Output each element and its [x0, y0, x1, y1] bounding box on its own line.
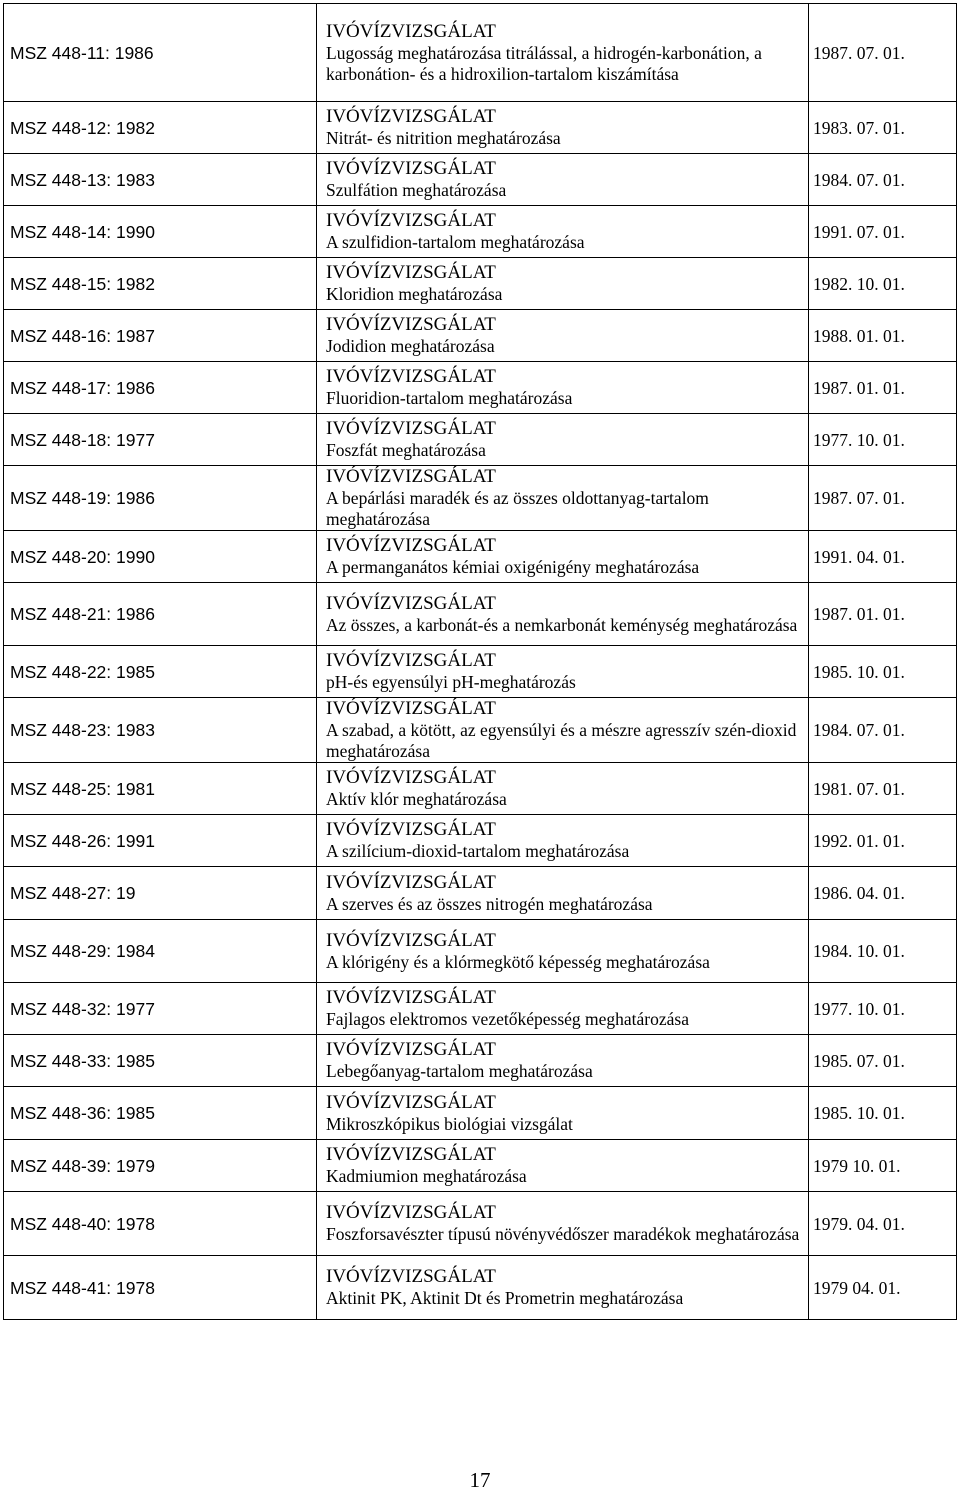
standard-code: MSZ 448-40: 1978 [4, 1192, 317, 1256]
standard-title: A szulfidion-tartalom meghatározása [326, 232, 585, 252]
table-row [4, 1256, 957, 1320]
standard-title: Nitrát- és nitrition meghatározása [326, 128, 561, 148]
standard-title: A szerves és az összes nitrogén meghatározása [326, 893, 653, 914]
standard-category: IVÓVÍZVIZSGÁLAT [326, 262, 496, 283]
table-row [4, 763, 957, 815]
standard-title-cell [317, 867, 809, 920]
standard-code: MSZ 448-21: 1986 [4, 583, 317, 646]
standard-title-cell [317, 154, 809, 206]
table-row [4, 1035, 957, 1087]
standard-category: IVÓVÍZVIZSGÁLAT [326, 650, 496, 671]
table-row [4, 310, 957, 362]
standard-title: Kloridion meghatározása [326, 284, 503, 304]
standard-category: IVÓVÍZVIZSGÁLAT [326, 767, 496, 788]
standard-title: Lugosság meghatározása titrálással, a hidrogén-karbonátion, a karbonátion- és a hidroxilion-tartalom kiszámítása [326, 42, 762, 84]
standard-category: IVÓVÍZVIZSGÁLAT [326, 592, 496, 614]
effective-date: 1981. 07. 01. [809, 763, 957, 815]
table-row [4, 4, 957, 102]
standard-title: pH-és egyensúlyi pH-meghatározás [326, 672, 576, 692]
standard-code: MSZ 448-11: 1986 [4, 4, 317, 102]
effective-date: 1987. 01. 01. [809, 583, 957, 646]
standard-category: IVÓVÍZVIZSGÁLAT [326, 1202, 496, 1223]
table-row [4, 258, 957, 310]
standard-title-cell [317, 4, 809, 102]
table-row [4, 983, 957, 1035]
effective-date: 1987. 07. 01. [809, 466, 957, 531]
standard-code: MSZ 448-20: 1990 [4, 531, 317, 583]
standard-title-cell [317, 763, 809, 815]
effective-date: 1985. 10. 01. [809, 1087, 957, 1140]
standard-code: MSZ 448-19: 1986 [4, 466, 317, 531]
standard-title-cell [317, 815, 809, 867]
standard-category: IVÓVÍZVIZSGÁLAT [326, 819, 496, 840]
table-row [4, 362, 957, 414]
standard-category: IVÓVÍZVIZSGÁLAT [326, 535, 496, 556]
effective-date: 1988. 01. 01. [809, 310, 957, 362]
table-row [4, 466, 957, 531]
standard-title-cell [317, 206, 809, 258]
standard-title: Foszfát meghatározása [326, 440, 486, 460]
standard-title: Kadmiumion meghatározása [326, 1166, 527, 1186]
standard-title: A klórigény és a klórmegkötő képesség meghatározása [326, 951, 710, 972]
standard-code: MSZ 448-33: 1985 [4, 1035, 317, 1087]
standards-table-body [4, 4, 957, 1320]
table-row [4, 920, 957, 983]
table-row [4, 815, 957, 867]
standard-category: IVÓVÍZVIZSGÁLAT [326, 871, 496, 893]
standard-title-cell [317, 102, 809, 154]
table-row [4, 646, 957, 698]
standard-category: IVÓVÍZVIZSGÁLAT [326, 20, 496, 42]
standard-code: MSZ 448-41: 1978 [4, 1256, 317, 1320]
standard-category: IVÓVÍZVIZSGÁLAT [326, 158, 496, 179]
standard-code: MSZ 448-27: 19 [4, 867, 317, 920]
standard-code: MSZ 448-17: 1986 [4, 362, 317, 414]
standard-title: Foszforsavészter típusú növényvédőszer maradékok meghatározása [326, 1224, 800, 1244]
standard-code: MSZ 448-13: 1983 [4, 154, 317, 206]
standard-category: IVÓVÍZVIZSGÁLAT [326, 418, 496, 439]
table-row [4, 154, 957, 206]
standard-title-cell [317, 983, 809, 1035]
standard-category: IVÓVÍZVIZSGÁLAT [326, 929, 496, 951]
table-row [4, 583, 957, 646]
effective-date: 1987. 07. 01. [809, 4, 957, 102]
standard-code: MSZ 448-25: 1981 [4, 763, 317, 815]
standard-title-cell [317, 310, 809, 362]
standard-title-cell [317, 1256, 809, 1320]
table-row [4, 102, 957, 154]
table-row [4, 698, 957, 763]
effective-date: 1984. 07. 01. [809, 154, 957, 206]
effective-date: 1983. 07. 01. [809, 102, 957, 154]
standard-category: IVÓVÍZVIZSGÁLAT [326, 987, 496, 1008]
standard-title: Jodidion meghatározása [326, 336, 495, 356]
standard-code: MSZ 448-23: 1983 [4, 698, 317, 763]
standard-category: IVÓVÍZVIZSGÁLAT [326, 1144, 496, 1165]
standard-title-cell [317, 258, 809, 310]
table-row [4, 414, 957, 466]
standard-category: IVÓVÍZVIZSGÁLAT [326, 210, 496, 231]
effective-date: 1979 04. 01. [809, 1256, 957, 1320]
standard-title-cell [317, 1140, 809, 1192]
page-number: 17 [469, 1468, 491, 1492]
standard-code: MSZ 448-12: 1982 [4, 102, 317, 154]
standard-code: MSZ 448-32: 1977 [4, 983, 317, 1035]
effective-date: 1977. 10. 01. [809, 414, 957, 466]
standard-title: Lebegőanyag-tartalom meghatározása [326, 1061, 593, 1081]
effective-date: 1984. 07. 01. [809, 698, 957, 763]
standard-code: MSZ 448-36: 1985 [4, 1087, 317, 1140]
effective-date: 1982. 10. 01. [809, 258, 957, 310]
standard-title-cell [317, 466, 809, 531]
effective-date: 1991. 04. 01. [809, 531, 957, 583]
standard-title-cell [317, 362, 809, 414]
standard-title: A bepárlási maradék és az összes oldottanyag-tartalom meghatározása [326, 488, 709, 529]
standard-code: MSZ 448-22: 1985 [4, 646, 317, 698]
standard-title-cell [317, 583, 809, 646]
standard-code: MSZ 448-15: 1982 [4, 258, 317, 310]
standard-code: MSZ 448-16: 1987 [4, 310, 317, 362]
standard-title: Mikroszkópikus biológiai vizsgálat [326, 1113, 573, 1134]
standard-category: IVÓVÍZVIZSGÁLAT [326, 1039, 496, 1060]
standard-title: Aktinit PK, Aktinit Dt és Prometrin meghatározása [326, 1288, 684, 1308]
standard-code: MSZ 448-18: 1977 [4, 414, 317, 466]
table-row [4, 206, 957, 258]
standard-title-cell [317, 531, 809, 583]
table-row [4, 1087, 957, 1140]
standard-title-cell [317, 698, 809, 763]
effective-date: 1979 10. 01. [809, 1140, 957, 1192]
standard-category: IVÓVÍZVIZSGÁLAT [326, 366, 496, 387]
standards-table [3, 3, 957, 1320]
standard-code: MSZ 448-26: 1991 [4, 815, 317, 867]
effective-date: 1985. 10. 01. [809, 646, 957, 698]
table-row [4, 867, 957, 920]
standard-category: IVÓVÍZVIZSGÁLAT [326, 1091, 496, 1113]
standard-title-cell [317, 414, 809, 466]
standard-title-cell [317, 1087, 809, 1140]
effective-date: 1992. 01. 01. [809, 815, 957, 867]
standard-code: MSZ 448-39: 1979 [4, 1140, 317, 1192]
table-row [4, 531, 957, 583]
standard-title: A szabad, a kötött, az egyensúlyi és a mészre agresszív szén-dioxid meghatározása [326, 720, 797, 761]
effective-date: 1977. 10. 01. [809, 983, 957, 1035]
effective-date: 1986. 04. 01. [809, 867, 957, 920]
standard-category: IVÓVÍZVIZSGÁLAT [326, 1266, 496, 1287]
standard-title-cell [317, 646, 809, 698]
standard-title: Az összes, a karbonát-és a nemkarbonát keménység meghatározása [326, 614, 798, 635]
standard-title: Fluoridion-tartalom meghatározása [326, 388, 573, 408]
standard-code: MSZ 448-29: 1984 [4, 920, 317, 983]
standard-category: IVÓVÍZVIZSGÁLAT [326, 466, 496, 487]
table-row [4, 1192, 957, 1256]
effective-date: 1984. 10. 01. [809, 920, 957, 983]
standard-title-cell [317, 1192, 809, 1256]
standard-title: Fajlagos elektromos vezetőképesség meghatározása [326, 1009, 689, 1029]
standard-category: IVÓVÍZVIZSGÁLAT [326, 106, 496, 127]
standard-title-cell [317, 920, 809, 983]
standard-title: A szilícium-dioxid-tartalom meghatározása [326, 841, 630, 861]
effective-date: 1991. 07. 01. [809, 206, 957, 258]
standard-category: IVÓVÍZVIZSGÁLAT [326, 698, 496, 719]
standard-title: A permanganátos kémiai oxigénigény meghatározása [326, 557, 700, 577]
standard-code: MSZ 448-14: 1990 [4, 206, 317, 258]
standard-title-cell [317, 1035, 809, 1087]
standard-category: IVÓVÍZVIZSGÁLAT [326, 314, 496, 335]
effective-date: 1985. 07. 01. [809, 1035, 957, 1087]
standard-title: Szulfátion meghatározása [326, 180, 507, 200]
table-row [4, 1140, 957, 1192]
effective-date: 1987. 01. 01. [809, 362, 957, 414]
standard-title: Aktív klór meghatározása [326, 789, 507, 809]
effective-date: 1979. 04. 01. [809, 1192, 957, 1256]
